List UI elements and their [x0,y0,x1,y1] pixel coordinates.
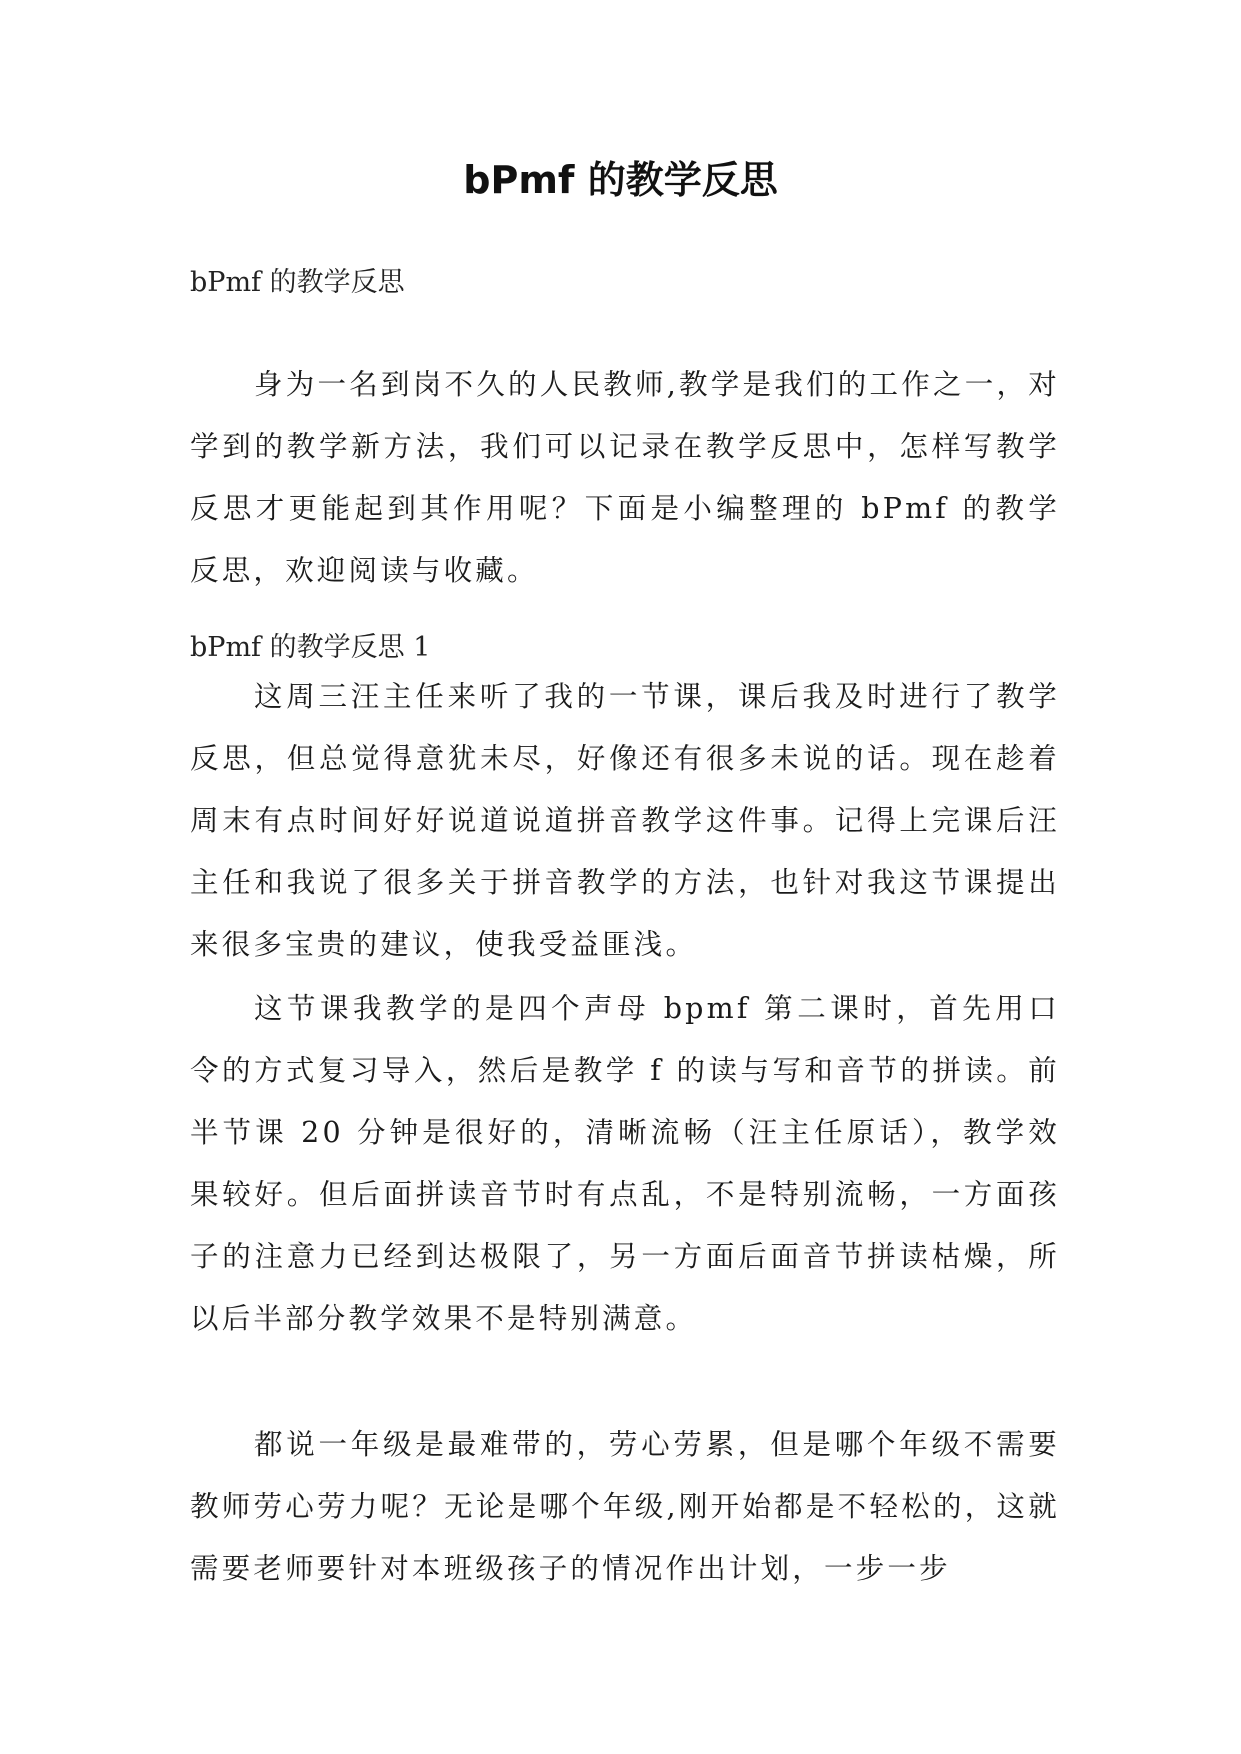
document-subtitle: bPmf 的教学反思 [190,267,405,298]
section-heading: bPmf 的教学反思 1 [190,632,431,663]
intro-paragraph: 身为一名到岗不久的人民教师,教学是我们的工作之一，对学到的教学新方法，我们可以记录在教学反思中，怎样写教学反思才更能起到其作用呢？下面是小编整理的 bPmf 的教学反思，欢迎阅读与收藏。 [190,368,1060,587]
section-paragraph-3: 都说一年级是最难带的，劳心劳累，但是哪个年级不需要教师劳心劳力呢？无论是哪个年级,刚开始都是不轻松的，这就需要老师要针对本班级孩子的情况作出计划，一步一步 [190,1428,1060,1585]
section-paragraph-1: 这周三汪主任来听了我的一节课，课后我及时进行了教学反思，但总觉得意犹未尽，好像还有很多未说的话。现在趁着周末有点时间好好说道说道拼音教学这件事。记得上完课后汪主任和我说了很多关于拼音教学的方法，也针对我这节课提出来很多宝贵的建议，使我受益匪浅。 [190,680,1060,961]
page-title: bPmf 的教学反思 [463,158,778,202]
section-paragraph-2: 这节课我教学的是四个声母 bpmf 第二课时，首先用口令的方式复习导入，然后是教学 f 的读与写和音节的拼读。前半节课 20 分钟是很好的，清晰流畅（汪主任原话），教学效果较好。但后面拼读音节时有点乱，不是特别流畅，一方面孩子的注意力已经到达极限了，另一方面后面音节拼读枯燥，所以后半部分教学效果不是特别满意。 [190,992,1060,1335]
